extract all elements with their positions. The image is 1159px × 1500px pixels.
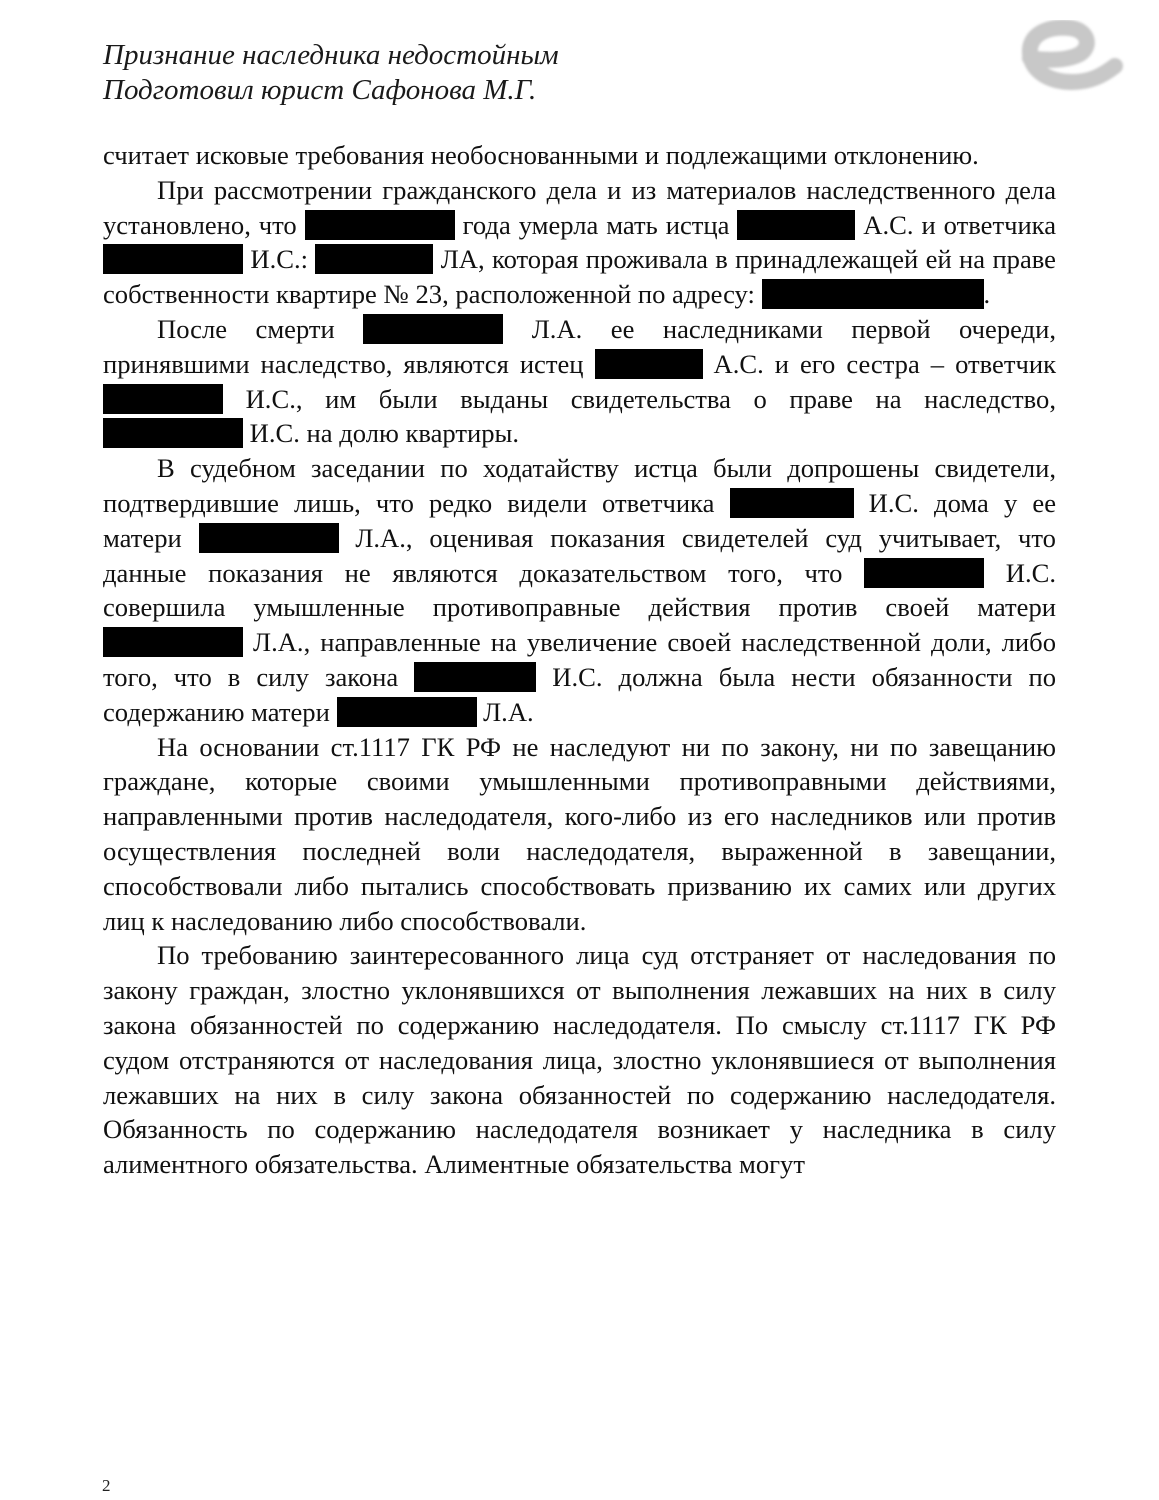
paragraph-text: И.С. должна была нести обязанности по содержанию матери <box>103 661 1056 727</box>
paragraph-text: . <box>983 279 991 310</box>
document-header <box>103 38 559 108</box>
redaction-box <box>762 279 984 309</box>
redaction-box <box>103 418 243 448</box>
paragraph-text: После смерти <box>157 313 364 344</box>
document-title: Признание наследника недостойным <box>103 39 559 71</box>
paragraph-text: ЛА, которая проживала в принадлежащей ей на праве собственности квартире № 23, расположенной по адресу: <box>103 244 1056 310</box>
paragraph-text: года умерла мать истца <box>454 209 738 240</box>
paragraph-text: Л.А., направленные на увеличение своей наследственной доли, либо того, что в силу закона <box>103 627 1056 692</box>
paragraph-text: Л.А., оценивая показания свидетелей суд учитывает, что данные показания не являются доказательством того, что <box>103 522 1056 588</box>
document-body <box>103 138 1056 1182</box>
redaction-box <box>363 314 503 344</box>
redaction-box <box>864 558 984 588</box>
paragraph-text: А.С. и ответчика <box>855 209 1057 240</box>
paragraph-text: В судебном заседании по ходатайству истца были допрошены свидетели, подтвердившие лишь, что редко видели ответчика <box>103 453 1056 518</box>
redaction-box <box>337 697 477 727</box>
redaction-box <box>103 384 223 414</box>
paragraph-text: И.С. на долю квартиры. <box>243 418 520 449</box>
paragraph-text: И.С.: <box>243 244 316 275</box>
paragraph-text: И.С., им были выданы свидетельства о праве на наследство, <box>223 383 1056 414</box>
paragraph <box>103 312 1056 451</box>
paragraph-text: При рассмотрении гражданского дела и из материалов наследственного дела установлено, что <box>103 174 1056 240</box>
paragraph <box>103 730 1056 939</box>
paragraph-text: считает исковые требования необоснованными и подлежащими отклонению. <box>103 140 979 170</box>
paragraph-text: И.С. совершила умышленные противоправные действия против своей матери <box>103 557 1056 623</box>
document-author: Подготовил юрист Сафонова М.Г. <box>103 74 537 106</box>
paragraph-text: На основании ст.1117 ГК РФ не наследуют ни по закону, ни по завещанию граждане, которые своими умышленными противоправными действиями, направленными против наследодателя, кого-либо из его наследников или против осуществления последней воли наследодателя, выраженной в завещании, способствовали либо пытались способствовать призванию их самих или других лиц к наследованию либо способствовали. <box>103 731 1056 936</box>
paragraph-text: А.С. и его сестра – ответчик <box>702 348 1057 379</box>
paragraph-text: И.С. дома у ее матери <box>103 487 1056 553</box>
redaction-box <box>315 244 433 274</box>
redaction-box <box>103 244 243 274</box>
brush-stroke-logo-icon <box>1010 20 1130 110</box>
redaction-box <box>199 523 339 553</box>
redaction-box <box>414 662 536 692</box>
paragraph-text: По требованию заинтересованного лица суд отстраняет от наследования по закону граждан, злостно уклонявшихся от выполнения лежавших на них в силу закона обязанностей по содержанию наследодателя. По смыслу ст.1117 ГК РФ судом отстраняются от наследования лица, злостно уклонявшиеся от выполнения лежавших на них в силу закона обязанностей по содержанию наследодателя. Обязанность по содержанию наследодателя возникает у наследника в силу алиментного обязательства. Алиментные обязательства могут <box>103 940 1056 1180</box>
paragraph <box>103 451 1056 729</box>
page-number: 2 <box>102 1476 111 1495</box>
redaction-box <box>730 488 854 518</box>
redaction-box <box>737 210 855 240</box>
paragraph <box>103 173 1056 312</box>
paragraph-text: Л.А. <box>476 696 534 727</box>
paragraph <box>103 138 1056 173</box>
paragraph <box>103 938 1056 1182</box>
paragraph-text: Л.А. ее наследниками первой очереди, принявшими наследство, являются истец <box>103 313 1056 379</box>
redaction-box <box>103 627 243 657</box>
redaction-box <box>595 349 703 379</box>
redaction-box <box>305 210 455 240</box>
